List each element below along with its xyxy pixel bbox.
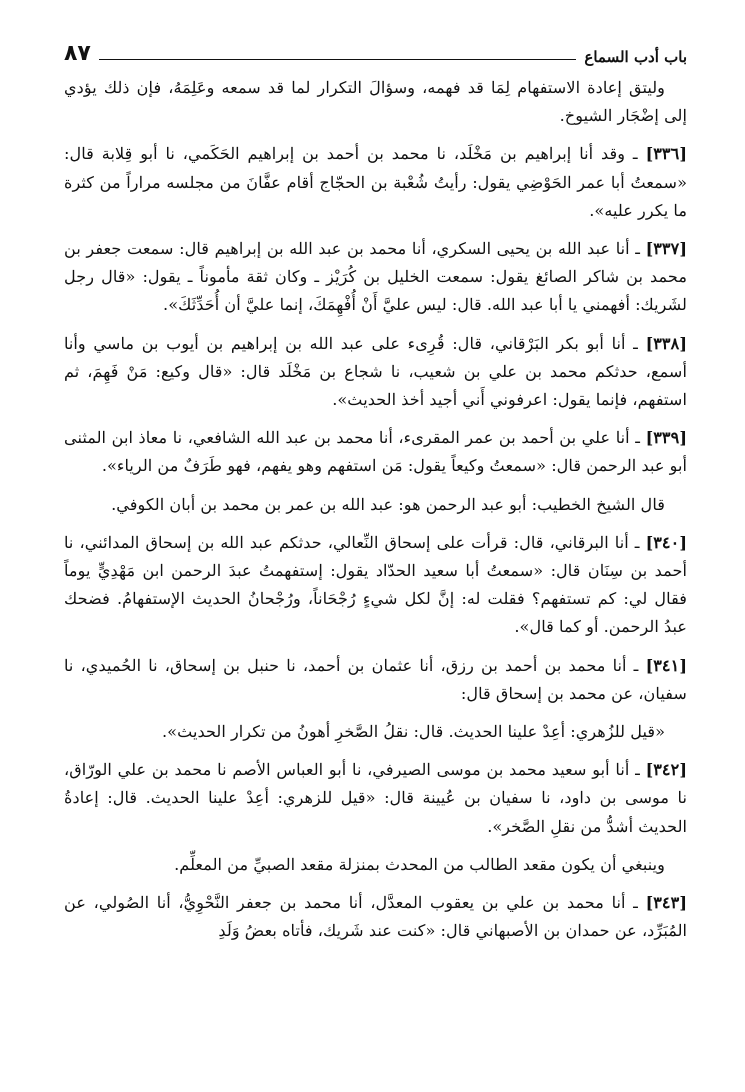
hadith-text: ـ أنا أبو بكر البَرْقاني، قال: قُرِىء على عبد الله بن إبراهيم بن أيوب بن ماسي وأنا أسمع، حدثكم محمد بن علي بن شعيب، نا شجاع بن مَخْلَد قال: «قال وكيع: مَنْ فَهِمَ، ثم استفهم، فإنما يقول: اعرفوني أَني أجيد أخذ الحديث».: [64, 333, 687, 410]
running-title: باب أدب السماع: [584, 48, 687, 66]
page-body: [64, 74, 687, 945]
quote-text: «قيل للزُهري: أعِدْ علينا الحديث. قال: نقلُ الصَّخرِ أهونُ من تكرار الحديث».: [162, 722, 665, 742]
paragraph-text: وينبغي أن يكون مقعد الطالب من المحدث بمنزلة مقعد الصبيِّ من المعلِّم.: [174, 854, 665, 874]
paragraph-text: وليتق إعادة الاستفهام لِمَا قد فهمه، وسؤالَ التكرار لما قد سمعه وعَلِمَهُ، فإن ذلك يؤدي إلى إضْجَار الشيوخ.: [64, 78, 687, 126]
hadith-text: ـ وقد أنا إبراهيم بن مَخْلَد، نا محمد بن أحمد بن إبراهيم الحَكَمي، نا أبو قِلابة قال: «سمعتُ أبا عمر الحَوْضِي يقول: رأيتُ شُعْبة بن الحجّاج أقام عفَّانَ من مجلسه مراراً من كثرة ما يكرر عليه».: [64, 144, 687, 220]
hadith-341: [64, 652, 687, 708]
hadith-340: [64, 529, 687, 642]
hadith-text: ـ أنا علي بن أحمد بن عمر المقرىء، أنا محمد بن عبد الله الشافعي، نا معاذ ابن المثنى أبو عبد الرحمن قال: «سمعتُ وكيعاً يقول: مَن استفهم وهو يفهم، فهو طَرَفٌ من الرياء».: [64, 428, 687, 476]
hadith-338: [64, 330, 687, 415]
page-number: ٨٧: [64, 41, 91, 66]
hadith-336: [64, 140, 687, 225]
hadith-number: [٣٣٦]: [645, 144, 687, 164]
hadith-text: ـ أنا البرقاني، قال: قرأت على إسحاق النِّعالي، حدثكم عبد الله بن إسحاق المدائني، نا أحمد بن سِنَان قال: «سمعتُ أبا سعيد الحدّاد يقول: إستفهمتُ عبدَ الرحمن ابن مَهْدِيٍّ يوماً فقال لي: كم تستفهم؟ فقلت له: إنَّ لكل شيءٍ رُجْحَاناً، ورُجْحانُ الحديث الإستفهامُ. فضحك عبدُ الرحمن. أو كما قال».: [64, 532, 687, 637]
paragraph-intro: [64, 74, 687, 130]
hadith-number: [٣٤١]: [645, 655, 687, 675]
page-header: [64, 32, 687, 66]
hadith-number: [٣٣٨]: [645, 333, 687, 353]
hadith-number: [٣٤٣]: [645, 893, 687, 913]
paragraph-text: قال الشيخ الخطيب: أبو عبد الرحمن هو: عبد الله بن عمر بن محمد بن أبان الكوفي.: [111, 494, 665, 514]
hadith-number: [٣٣٩]: [645, 428, 687, 448]
hadith-343: [64, 889, 687, 945]
hadith-text: ـ أنا أبو سعيد محمد بن موسى الصيرفي، نا أبو العباس الأصم نا محمد بن علي الورّاق، نا موسى بن داود، نا سفيان بن عُيينة قال: «قيل للزهري: أعِدْ علينا الحديث. قال: إعادةُ الحديث أشدُّ من نقلِ الصَّخر».: [64, 760, 687, 836]
hadith-number: [٣٤٠]: [645, 532, 687, 552]
hadith-text: ـ أنا عبد الله بن يحيى السكري، أنا محمد بن عبد الله بن إبراهيم قال: سمعت جعفر بن محمد بن شاكر الصائغ يقول: سمعت الخليل بن كُرَيْز ـ وكان ثقة مأموناً ـ يقول: «قال رجل لشَريك: أفهمني يا أبا عبد الله. قال: ليس عليَّ أَنْ أُفْهِمَكَ، إنما عليَّ أن أُحَدِّثَكَ».: [64, 239, 687, 315]
header-rule: [99, 59, 577, 60]
quote-zuhri: [64, 718, 687, 746]
paragraph-seating-note: [64, 851, 687, 879]
hadith-text: ـ أنا محمد بن أحمد بن رزق، أنا عثمان بن أحمد، نا حنبل بن إسحاق، نا الحُميدي، نا سفيان، عن محمد بن إسحاق قال:: [64, 655, 687, 703]
hadith-text: ـ أنا محمد بن علي بن يعقوب المعدَّل، أنا محمد بن جعفر النَّحْوِيُّ، أنا الصُولي، عن المُبَرِّد، عن حمدان بن الأصبهاني قال: «كنت عند شَريك، فأتاه بعضُ وَلَدِ: [64, 893, 687, 941]
hadith-337: [64, 235, 687, 320]
hadith-342: [64, 756, 687, 841]
hadith-number: [٣٣٧]: [645, 239, 687, 259]
hadith-number: [٣٤٢]: [645, 760, 687, 780]
paragraph-khatib-note: [64, 491, 687, 519]
hadith-339: [64, 424, 687, 480]
